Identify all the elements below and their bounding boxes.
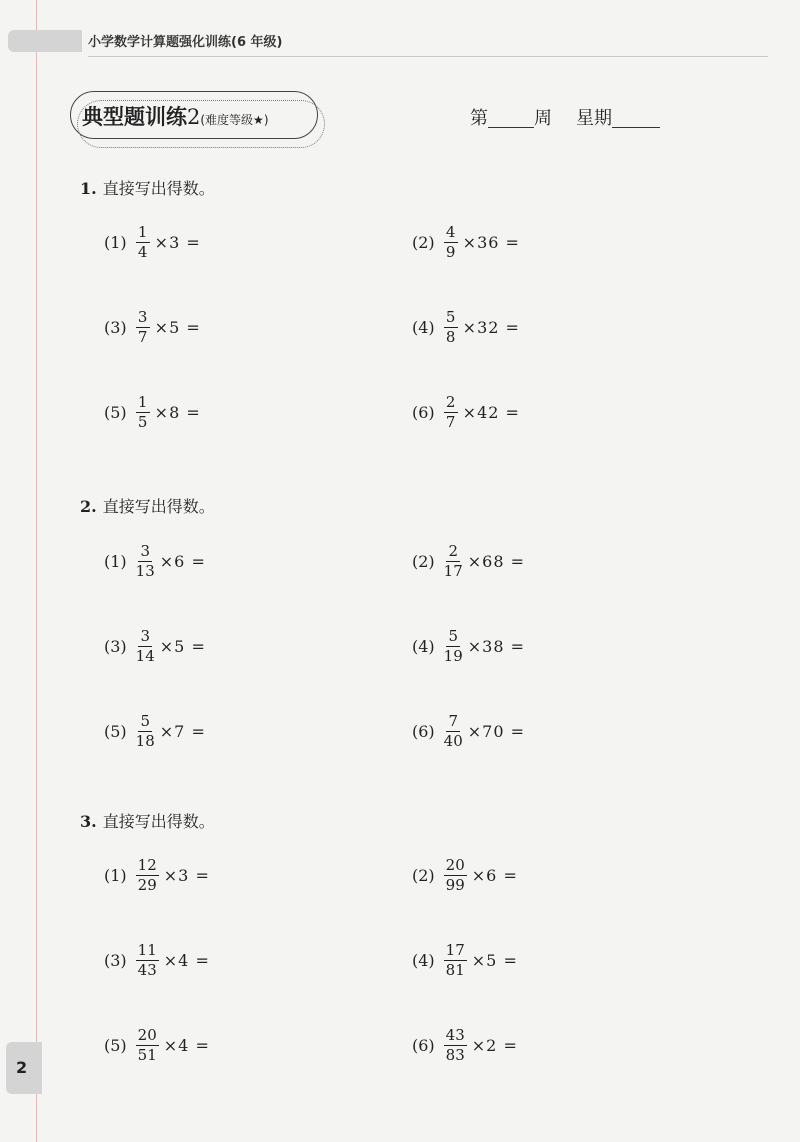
- day-blank[interactable]: [612, 109, 660, 128]
- problem-2-3: (3) $\frac{3}{14}$ ×5 =: [104, 626, 206, 665]
- week-day-fields: [470, 104, 660, 130]
- section-instruction: 直接写出得数。: [102, 179, 215, 198]
- difficulty-label: (难度等级★): [200, 113, 269, 127]
- fraction: $\frac{5}{19}$: [443, 626, 463, 665]
- lesson-title: [82, 101, 269, 131]
- label-xingqi: 星期: [576, 108, 612, 129]
- problem-3-1: (1) $\frac{12}{29}$ ×3 =: [104, 855, 210, 894]
- problem-1-3: (3) $\frac{3}{7}$ ×5 =: [104, 307, 201, 346]
- problem-3-3: (3) $\frac{11}{43}$ ×4 =: [104, 940, 210, 979]
- fraction: $\frac{43}{83}$: [445, 1025, 465, 1064]
- fraction: $\frac{7}{40}$: [443, 711, 463, 750]
- problem-2-5: (5) $\frac{5}{18}$ ×7 =: [104, 711, 206, 750]
- fraction: $\frac{1}{5}$: [136, 395, 150, 430]
- fraction: $\frac{3}{13}$: [135, 541, 155, 580]
- problem-2-1: (1) $\frac{3}{13}$ ×6 =: [104, 541, 206, 580]
- label-di: 第: [470, 108, 488, 129]
- fraction: $\frac{11}{43}$: [137, 940, 157, 979]
- section-number: 1.: [80, 179, 97, 198]
- week-blank[interactable]: [488, 109, 534, 128]
- problem-3-2: (2) $\frac{20}{99}$ ×6 =: [412, 855, 518, 894]
- problem-3-5: (5) $\frac{20}{51}$ ×4 =: [104, 1025, 210, 1064]
- fraction: $\frac{12}{29}$: [137, 855, 157, 894]
- margin-line: [36, 0, 37, 1142]
- problem-1-4: (4) $\frac{5}{8}$ ×32 =: [412, 307, 520, 346]
- problem-2-4: (4) $\frac{5}{19}$ ×38 =: [412, 626, 526, 665]
- fraction: $\frac{3}{7}$: [136, 310, 150, 345]
- problem-2-6: (6) $\frac{7}{40}$ ×70 =: [412, 711, 526, 750]
- fraction: $\frac{4}{9}$: [444, 225, 458, 260]
- problem-3-4: (4) $\frac{17}{81}$ ×5 =: [412, 940, 518, 979]
- fraction: $\frac{5}{18}$: [135, 711, 155, 750]
- section-number: 2.: [80, 497, 97, 516]
- fraction: $\frac{2}{17}$: [443, 541, 463, 580]
- problem-2-2: (2) $\frac{2}{17}$ ×68 =: [412, 541, 526, 580]
- fraction: $\frac{17}{81}$: [445, 940, 465, 979]
- problem-1-2: (2) $\frac{4}{9}$ ×36 =: [412, 222, 520, 261]
- problem-1-1: (1) $\frac{1}{4}$ ×3 =: [104, 222, 201, 261]
- fraction: $\frac{5}{8}$: [444, 310, 458, 345]
- section-3-heading: [80, 809, 215, 832]
- fraction: $\frac{20}{51}$: [137, 1025, 157, 1064]
- fraction: $\frac{3}{14}$: [135, 626, 155, 665]
- section-number: 3.: [80, 812, 97, 831]
- problem-1-5: (5) $\frac{1}{5}$ ×8 =: [104, 392, 201, 431]
- fraction: $\frac{20}{99}$: [445, 855, 465, 894]
- section-2-heading: [80, 494, 215, 517]
- header-band: [8, 30, 82, 52]
- label-zhou: 周: [534, 108, 552, 129]
- fraction: $\frac{1}{4}$: [136, 225, 150, 260]
- header-rule: [88, 56, 768, 57]
- problem-3-6: (6) $\frac{43}{83}$ ×2 =: [412, 1025, 518, 1064]
- book-title: 小学数学计算题强化训练(6 年级): [88, 35, 283, 50]
- section-instruction: 直接写出得数。: [102, 812, 215, 831]
- fraction: $\frac{2}{7}$: [444, 395, 458, 430]
- section-instruction: 直接写出得数。: [102, 497, 215, 516]
- lesson-title-text: 典型题训练: [82, 105, 187, 129]
- lesson-number: 2: [187, 105, 201, 129]
- section-1-heading: [80, 176, 215, 199]
- page-number: 2: [16, 1058, 28, 1077]
- problem-1-6: (6) $\frac{2}{7}$ ×42 =: [412, 392, 520, 431]
